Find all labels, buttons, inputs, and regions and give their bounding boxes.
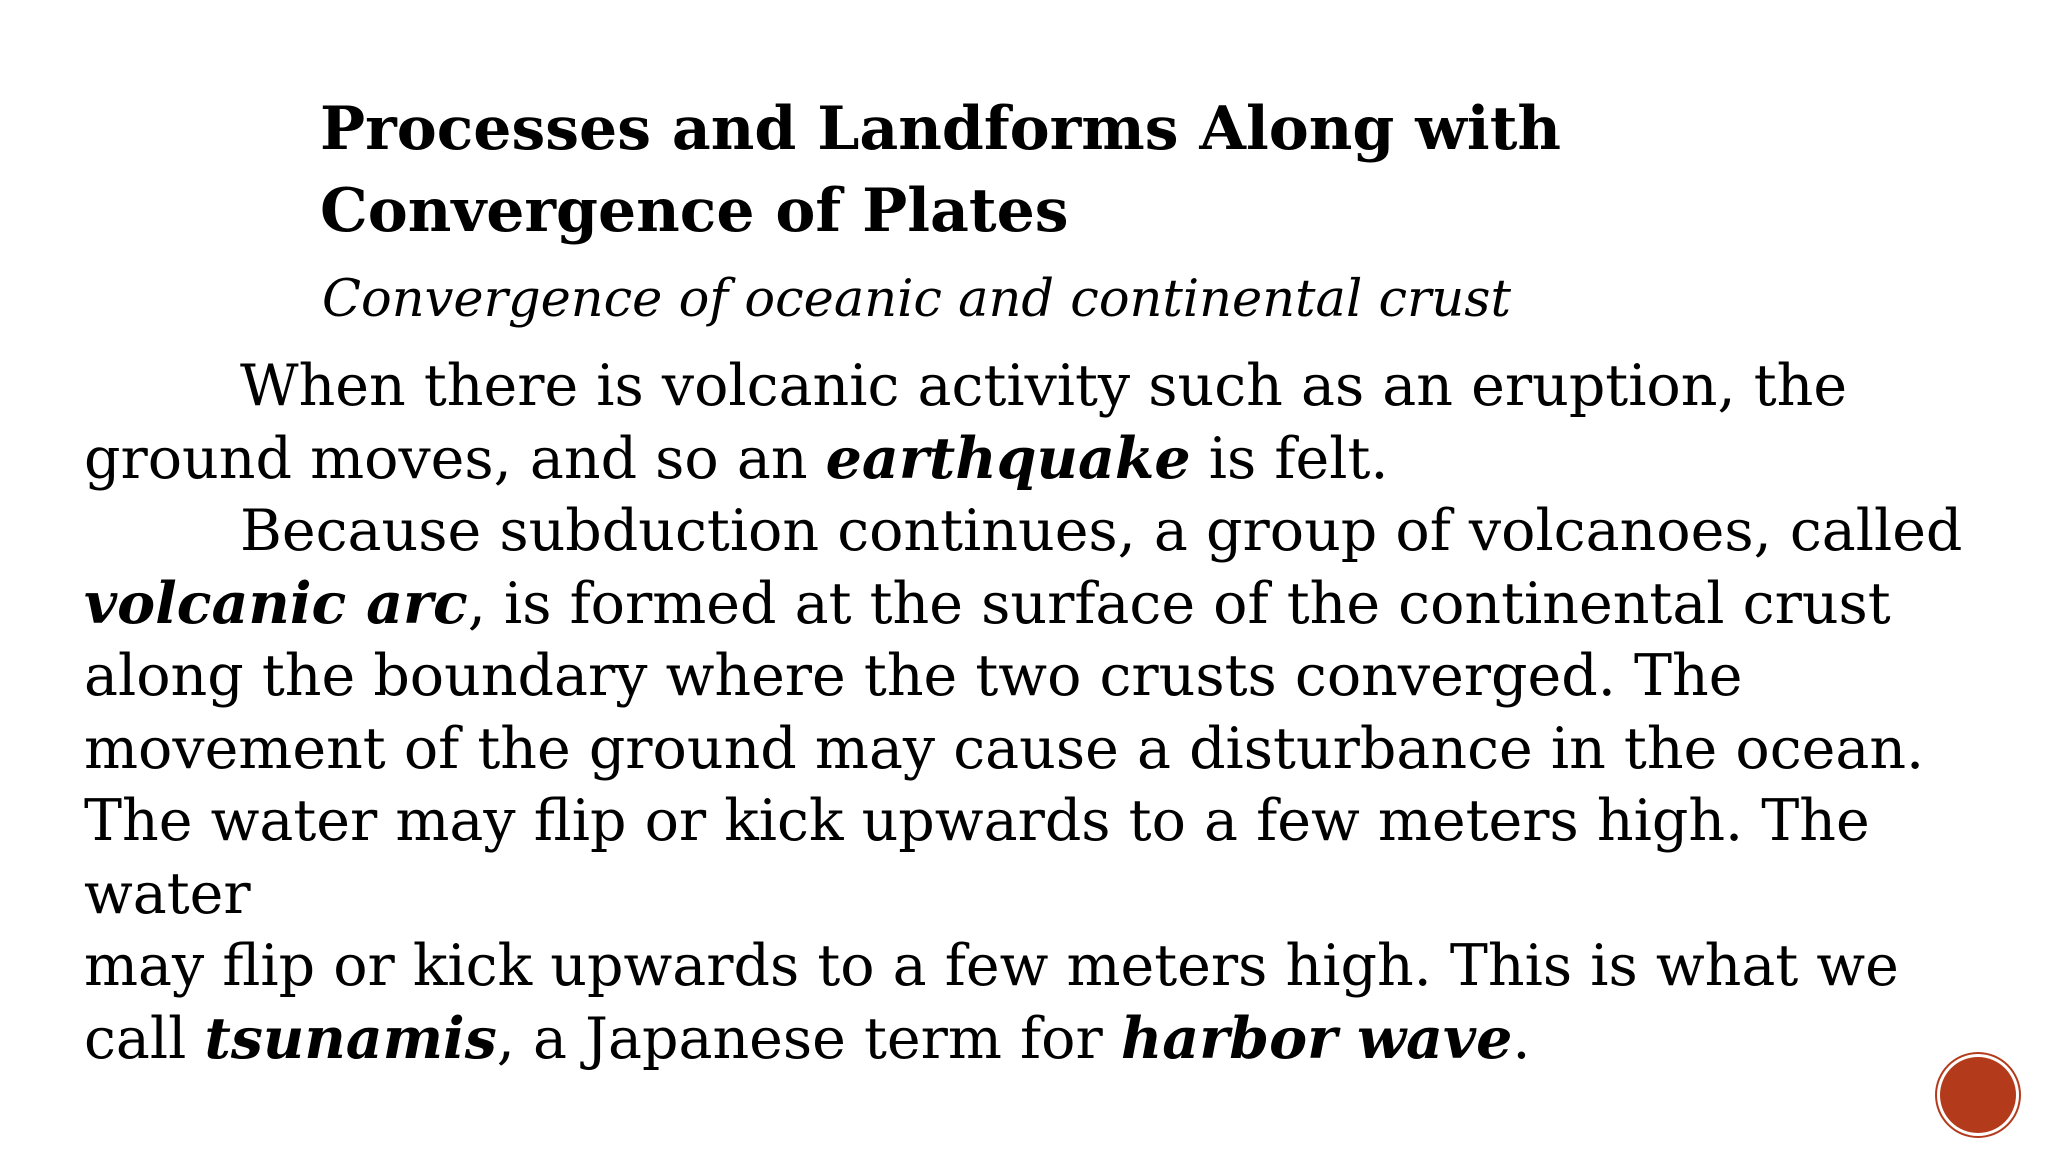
paragraph-text: Because subduction continues, a group of volcanoes, called <box>240 498 1963 564</box>
slide-subtitle: Convergence of oceanic and continental crust <box>322 270 1511 329</box>
slide-title-line-2: Convergence of Plates <box>320 176 1069 246</box>
term-tsunamis: tsunamis <box>204 1004 497 1072</box>
paragraph-text: , a Japanese term for <box>496 1005 1121 1072</box>
paragraph-subduction <box>84 495 2014 568</box>
slide-body <box>84 350 2014 1075</box>
paragraph-volcanic-arc <box>84 568 2014 931</box>
term-earthquake: earthquake <box>825 424 1191 492</box>
paragraph-text: . <box>1512 1005 1531 1072</box>
slide-title <box>320 88 1820 252</box>
slide-title-line-1: Processes and Landforms Along with <box>320 94 1562 164</box>
term-harbor-wave: harbor wave <box>1120 1004 1513 1072</box>
paragraph-text: is felt. <box>1190 425 1389 492</box>
paragraph-text: , is formed at the surface of the continental crust along the boundary where the two crusts converged. The movement of the ground may cause a disturbance in the ocean. The water may flip or kick upwards to a few meters high. The water <box>84 570 1925 927</box>
slide-nav-circle-icon[interactable] <box>1940 1057 2016 1133</box>
term-volcanic-arc: volcanic arc <box>84 569 468 637</box>
paragraph-text: When there is volcanic activity such as an eruption, the ground moves, and so an <box>84 353 1848 492</box>
paragraph-tsunami <box>84 930 2014 1075</box>
paragraph-text: may flip or kick upwards to a few meters high. This is what we call <box>84 933 1899 1072</box>
paragraph-earthquake <box>84 350 2014 495</box>
